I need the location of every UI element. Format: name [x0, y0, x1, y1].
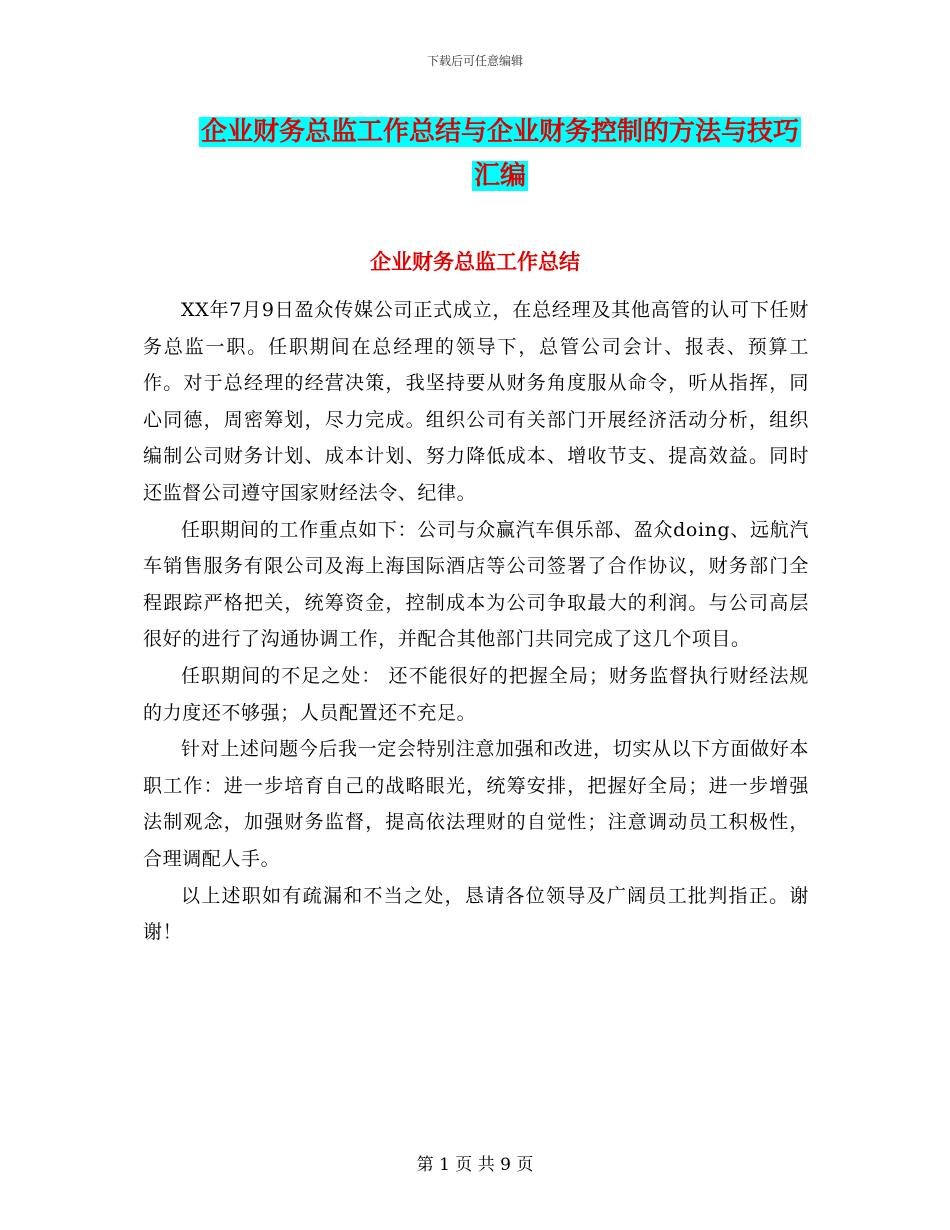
document-title [190, 110, 810, 198]
page-footer-indicator: 第 1 页 共 9 页 [416, 1155, 534, 1175]
body-paragraph-2: 任职期间的工作重点如下：公司与众赢汽车俱乐部、盈众doing、远航汽车销售服务有限公司及海上海国际酒店等公司签署了合作协议，财务部门全程跟踪严格把关，统筹资金，控制成本为公司争取最大的利润。与公司高层很好的进行了沟通协调工作，并配合其他部门共同完成了这几个项目。 [143, 518, 809, 651]
document-title-line-2: 汇编 [473, 161, 526, 191]
section-title: 企业财务总监工作总结 [370, 250, 580, 274]
page-header-note: 下载后可任意编辑 [426, 54, 523, 68]
body-paragraph-5: 以上述职如有疏漏和不当之处，恳请各位领导及广阔员工批判指正。谢谢！ [143, 884, 809, 944]
document-title-line-1: 企业财务总监工作总结与企业财务控制的方法与技巧 [200, 117, 799, 147]
document-body [143, 292, 809, 951]
body-paragraph-4: 针对上述问题今后我一定会特别注意加强和改进，切实从以下方面做好本职工作：进一步培育自己的战略眼光，统筹安排，把握好全局；进一步增强法制观念，加强财务监督，提高依法理财的自觉性；注意调动员工积极性，合理调配人手。 [143, 738, 809, 870]
body-paragraph-3: 任职期间的不足之处： 还不能很好的把握全局；财务监督执行财经法规的力度还不够强；人员配置还不充足。 [143, 664, 809, 724]
body-paragraph-1: XX年7月9日盈众传媒公司正式成立，在总经理及其他高管的认可下任财务总监一职。任职期间在总经理的领导下，总管公司会计、报表、预算工作。对于总经理的经营决策，我坚持要从财务角度服从命令，听从指挥，同心同德，周密筹划，尽力完成。组织公司有关部门开展经济活动分析，组织编制公司财务计划、成本计划、努力降低成本、增收节支、提高效益。同时还监督公司遵守国家财经法令、纪律。 [143, 299, 809, 504]
